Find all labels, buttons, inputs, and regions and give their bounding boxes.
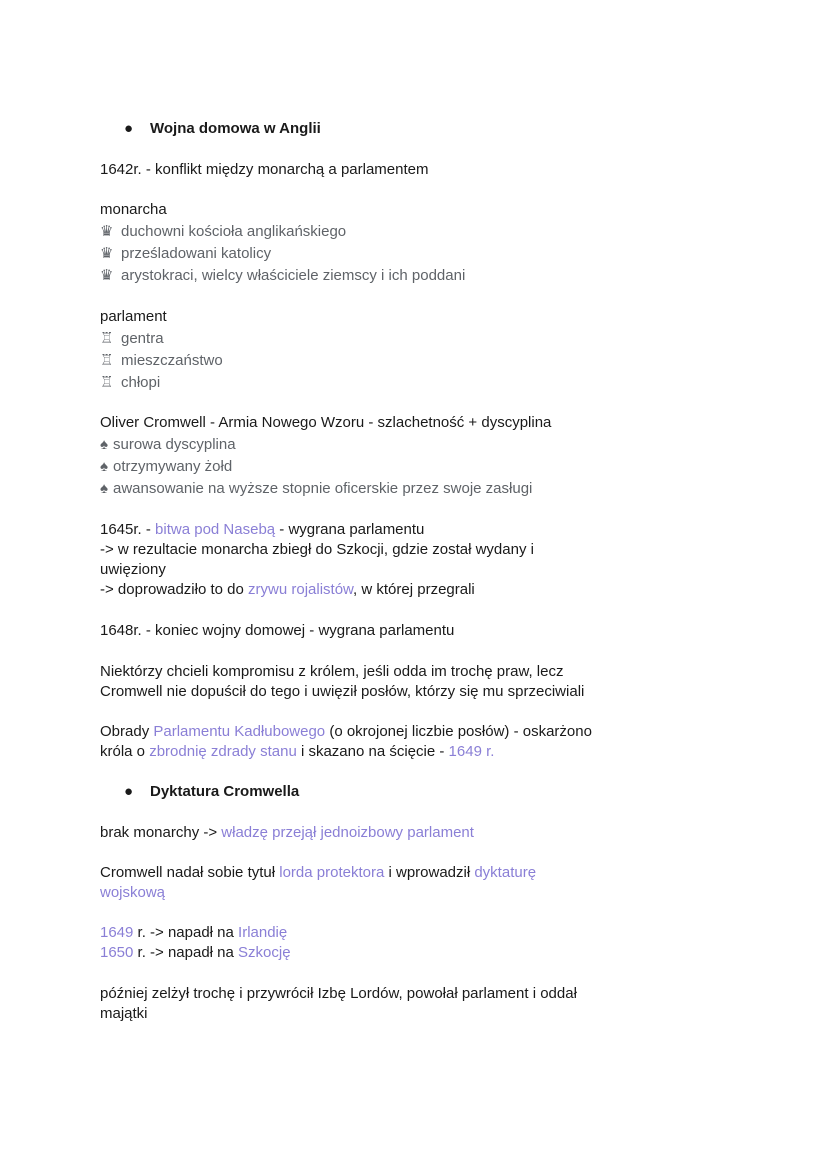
trial-year: 1649 r. (448, 743, 495, 760)
battle-result-line-cont: uwięziony (100, 561, 166, 578)
lp-highlight: lorda protektora (279, 864, 385, 881)
royalist-highlight: zrywu rojalistów (248, 581, 354, 598)
list-item (100, 479, 620, 499)
no-monarchy-line (100, 823, 620, 843)
trial-line-2 (100, 742, 620, 762)
royalist-suffix: , w której przegrali (353, 581, 475, 598)
monarch-title: monarcha (100, 201, 167, 218)
list-item (100, 351, 620, 371)
compromise-line-1: Niektórzy chcieli kompromisu z królem, jeśli odda im trochę praw, lecz (100, 663, 564, 680)
list-item (100, 373, 620, 393)
rook-icon: ♖ (100, 352, 114, 369)
battle-prefix: 1645r. - (100, 521, 156, 538)
list-item-text: surowa dyscyplina (113, 436, 236, 453)
trial-highlight: zbrodnię zdrady stanu (149, 743, 297, 760)
trial-text: i skazano na ścięcie - (296, 743, 449, 760)
spade-icon: ♠ (100, 436, 108, 453)
list-item (100, 244, 620, 264)
royalist-line (100, 580, 620, 600)
invasion-year: 1649 (100, 924, 134, 941)
rook-icon: ♖ (100, 374, 114, 391)
no-monarchy-highlight: władzę przejął jednoizbowy parlament (221, 824, 474, 841)
list-item-text: chłopi (121, 374, 161, 391)
list-item (100, 457, 620, 477)
trial-text: Obrady (100, 723, 154, 740)
trial-text: króla o (100, 743, 150, 760)
rook-icon: ♖ (100, 330, 114, 347)
invasion-text: r. -> napadł na (133, 924, 239, 941)
line-1648: 1648r. - koniec wojny domowej - wygrana parlamentu (100, 622, 455, 639)
later-line-2: majątki (100, 1005, 148, 1022)
line-1642: 1642r. - konflikt między monarchą a parlamentem (100, 161, 429, 178)
heading-text: Dyktatura Cromwella (150, 783, 300, 800)
trial-text: (o okrojonej liczbie posłów) - oskarżono (325, 723, 592, 740)
list-item (100, 222, 620, 242)
list-item-text: mieszczaństwo (121, 352, 223, 369)
list-item-text: prześladowani katolicy (121, 245, 272, 262)
invasion-place: Szkocję (238, 944, 291, 961)
invasion-place: Irlandię (238, 924, 288, 941)
later-line-1: później zelżył trochę i przywrócił Izbę Lordów, powołał parlament i oddał (100, 985, 577, 1002)
invasion-ireland (100, 923, 620, 943)
lp-text: i wprowadził (384, 864, 475, 881)
list-item-text: otrzymywany żołd (113, 458, 233, 475)
list-item-text: gentra (121, 330, 164, 347)
no-monarchy-prefix: brak monarchy -> (100, 824, 222, 841)
list-item (100, 266, 620, 286)
bullet-icon: ● (124, 120, 134, 137)
list-item (100, 329, 620, 349)
parliament-title: parlament (100, 308, 167, 325)
trial-highlight: Parlamentu Kadłubowego (153, 723, 326, 740)
list-item-text: awansowanie na wyższe stopnie oficerskie przez swoje zasługi (113, 480, 533, 497)
invasion-text: r. -> napadł na (133, 944, 239, 961)
heading-civil-war (124, 119, 644, 139)
lord-protector-line-1 (100, 863, 620, 883)
royalist-prefix: -> doprowadziło to do (100, 581, 249, 598)
spade-icon: ♠ (100, 480, 108, 497)
lord-protector-line-2: wojskową (100, 884, 166, 901)
list-item-text: duchowni kościoła anglikańskiego (121, 223, 347, 240)
spade-icon: ♠ (100, 458, 108, 475)
battle-result-line: -> w rezultacie monarcha zbiegł do Szkocji, gdzie został wydany i (100, 541, 534, 558)
list-item (100, 435, 620, 455)
heading-text: Wojna domowa w Anglii (150, 120, 321, 137)
trial-line-1 (100, 722, 620, 742)
queen-icon: ♛ (100, 245, 114, 262)
invasion-year: 1650 (100, 944, 134, 961)
queen-icon: ♛ (100, 267, 114, 284)
battle-highlight: bitwa pod Nasebą (155, 521, 276, 538)
lp-text: Cromwell nadał sobie tytuł (100, 864, 280, 881)
compromise-line-2: Cromwell nie dopuścił do tego i uwięził posłów, którzy się mu sprzeciwiali (100, 683, 585, 700)
list-item-text: arystokraci, wielcy właściciele ziemscy i ich poddani (121, 267, 466, 284)
queen-icon: ♛ (100, 223, 114, 240)
lp-highlight: dyktaturę (474, 864, 537, 881)
invasion-scotland (100, 943, 620, 963)
bullet-icon: ● (124, 783, 134, 800)
battle-line (100, 520, 620, 540)
heading-dictatorship (124, 782, 644, 802)
battle-suffix: - wygrana parlamentu (275, 521, 425, 538)
cromwell-title: Oliver Cromwell - Armia Nowego Wzoru - szlachetność + dyscyplina (100, 414, 552, 431)
